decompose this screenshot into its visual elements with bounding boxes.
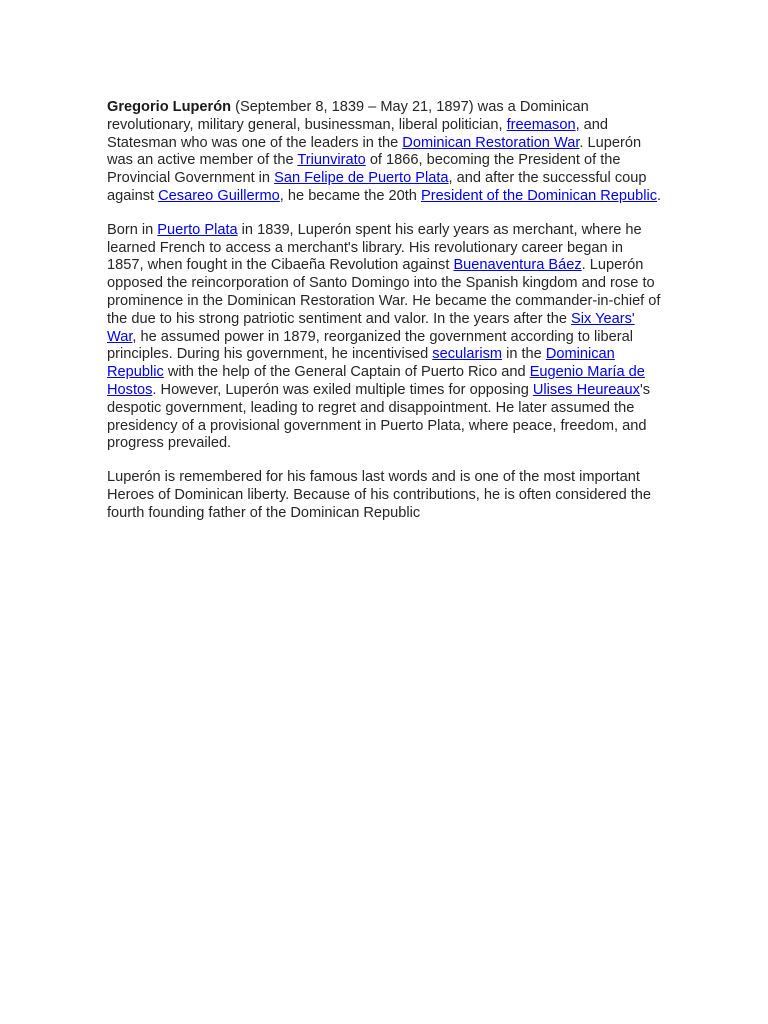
- link-ulises-heureaux[interactable]: Ulises Heureaux: [532, 381, 640, 398]
- body-text: . Luperón was an active member of the: [107, 134, 642, 169]
- body-text: , and Statesman who was one of the leaders in the: [107, 116, 609, 151]
- body-text: Born in: [107, 221, 158, 238]
- link-eugenio-maria-de-hostos[interactable]: Eugenio María de Hostos: [107, 364, 645, 398]
- body-text: 's despotic government, leading to regret and disappointment. He later assumed the presidency of a provisional government in Puerto Plata, where peace, freedom, and progress prevailed.: [107, 381, 651, 452]
- body-text: Luperón is remembered for his famous last words and is one of the most important Heroes of Dominican liberty. Because of his contributions, he is often considered the fourth founding father of the Dominican Republic: [107, 469, 652, 521]
- body-text: , he assumed power in 1879, reorganized the government according to liberal principles. During his government, he incentivised: [107, 328, 633, 363]
- body-text: in the: [502, 346, 546, 363]
- body-text: . Luperón opposed the reincorporation of Santo Domingo into the Spanish kingdom and rose to prominence in the Dominican Restoration War. He became the commander-in-chief of the due to his strong patriotic sentiment and valor. In the years after the: [107, 257, 661, 327]
- link-triunvirato[interactable]: Triunvirato: [297, 152, 366, 169]
- body-text: in 1839, Luperón spent his early years as merchant, where he learned French to access a merchant's library. His revolutionary career began in 1857, when fought in the Cibaeña Revolution against: [107, 221, 642, 274]
- paragraph-biography: [107, 222, 663, 453]
- document-body: [107, 99, 663, 539]
- link-freemason[interactable]: freemason: [506, 116, 576, 133]
- paragraph-legacy: [107, 469, 663, 522]
- body-text: , and after the successful coup against: [107, 170, 647, 204]
- link-san-felipe-de-puerto-plata[interactable]: San Felipe de Puerto Plata: [274, 170, 449, 187]
- article-subject-name: Gregorio Luperón: [107, 99, 232, 115]
- body-text: (September 8, 1839 – May 21, 1897) was a Dominican revolutionary, military general, businessman, liberal politician,: [107, 99, 589, 133]
- link-secularism[interactable]: secularism: [432, 346, 503, 363]
- link-six-years-war[interactable]: Six Years' War: [107, 310, 635, 345]
- link-president-of-the-dominican-republic[interactable]: President of the Dominican Republic: [420, 187, 658, 204]
- body-text: of 1866, becoming the President of the Provincial Government in: [107, 152, 621, 187]
- link-buenaventura-baez[interactable]: Buenaventura Báez: [453, 257, 582, 274]
- body-text: with the help of the General Captain of Puerto Rico and: [163, 364, 530, 381]
- link-dominican-republic[interactable]: Dominican Republic: [107, 346, 615, 381]
- link-cesareo-guillermo[interactable]: Cesareo Guillermo: [158, 187, 280, 204]
- body-text: , he became the 20th: [279, 187, 421, 204]
- link-puerto-plata[interactable]: Puerto Plata: [157, 221, 238, 238]
- body-text: .: [657, 187, 662, 204]
- link-dominican-restoration-war[interactable]: Dominican Restoration War: [402, 134, 580, 151]
- body-text: . However, Luperón was exiled multiple times for opposing: [152, 381, 533, 398]
- paragraph-intro: [107, 99, 663, 206]
